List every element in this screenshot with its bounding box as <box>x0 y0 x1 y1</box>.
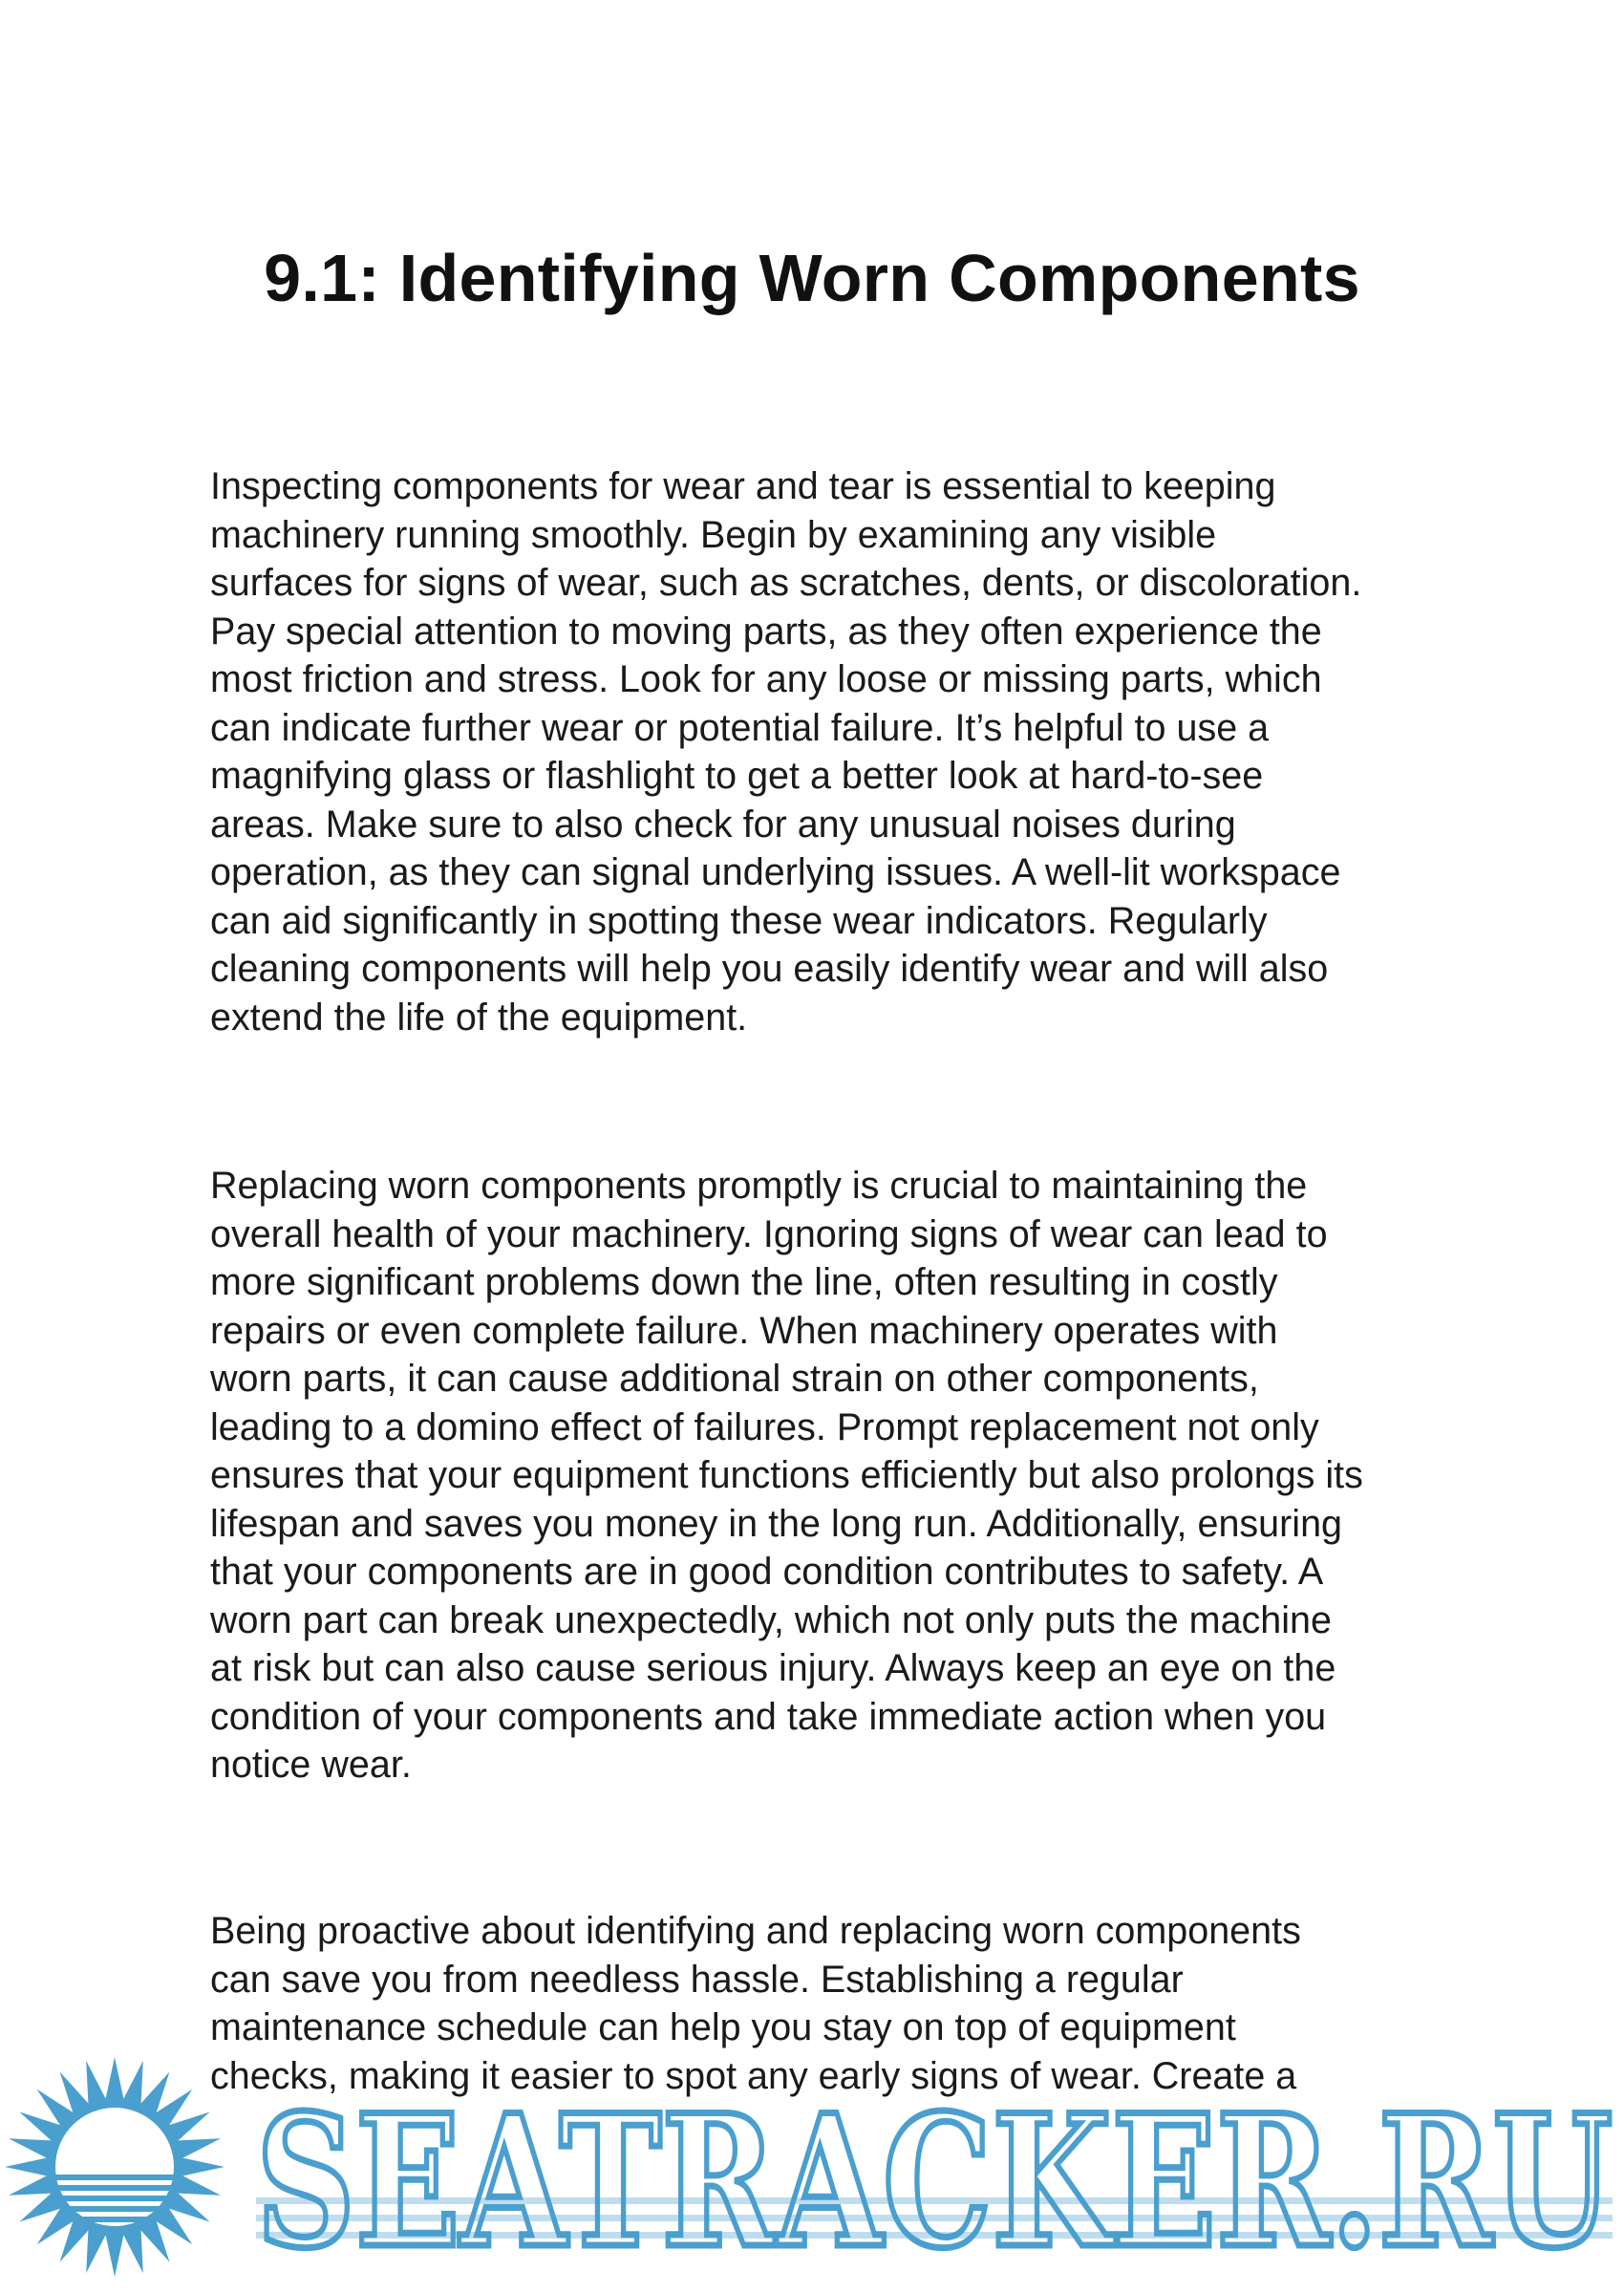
section-title: 9.1: Identifying Worn Components <box>264 241 1360 315</box>
watermark <box>0 2054 1624 2293</box>
paragraph-proactive: Being proactive about identifying and replacing worn components can save you from needless hassle. Establishing a regular maintenance schedule can help you stay on top of equipment checks, making it easier to spot any early signs of wear. Create a <box>210 1910 1301 2097</box>
watermark-stripes <box>256 2197 1613 2239</box>
watermark-text: SEATRACKER.RU <box>256 2075 1613 2288</box>
sun-icon <box>5 2057 224 2277</box>
paragraph-inspecting: Inspecting components for wear and tear is essential to keeping machinery running smoothly. Begin by examining any visible surfaces for signs of wear, such as scratches, dents, or discoloration. Pay special attention to moving parts, as they often experience the most friction and stress. Look for any loose or missing parts, which can indicate further wear or potential failure. It’s helpful to use a magnifying glass or flashlight to get a better look at hard-to-see areas. Make sure to also check for any unusual noises during operation, as they can signal underlying issues. A well-lit workspace can aid significantly in spotting these wear indicators. Regularly cleaning components will help you easily identify wear and will also extend the life of the equipment. <box>210 465 1362 1039</box>
paragraph-replacing: Replacing worn components promptly is crucial to maintaining the overall health of your machinery. Ignoring signs of wear can lead to more significant problems down the line, often resulting in costly repairs or even complete failure. When machinery operates with worn parts, it can cause additional strain on other components, leading to a domino effect of failures. Prompt replacement not only ensures that your equipment functions efficiently but also prolongs its lifespan and saves you money in the long run. Additionally, ensuring that your components are in good condition contributes to safety. A worn part can break unexpectedly, which not only puts the machine at risk but can also cause serious injury. Always keep an eye on the condition of your components and take immediate action when you notice wear. <box>210 1165 1363 1786</box>
